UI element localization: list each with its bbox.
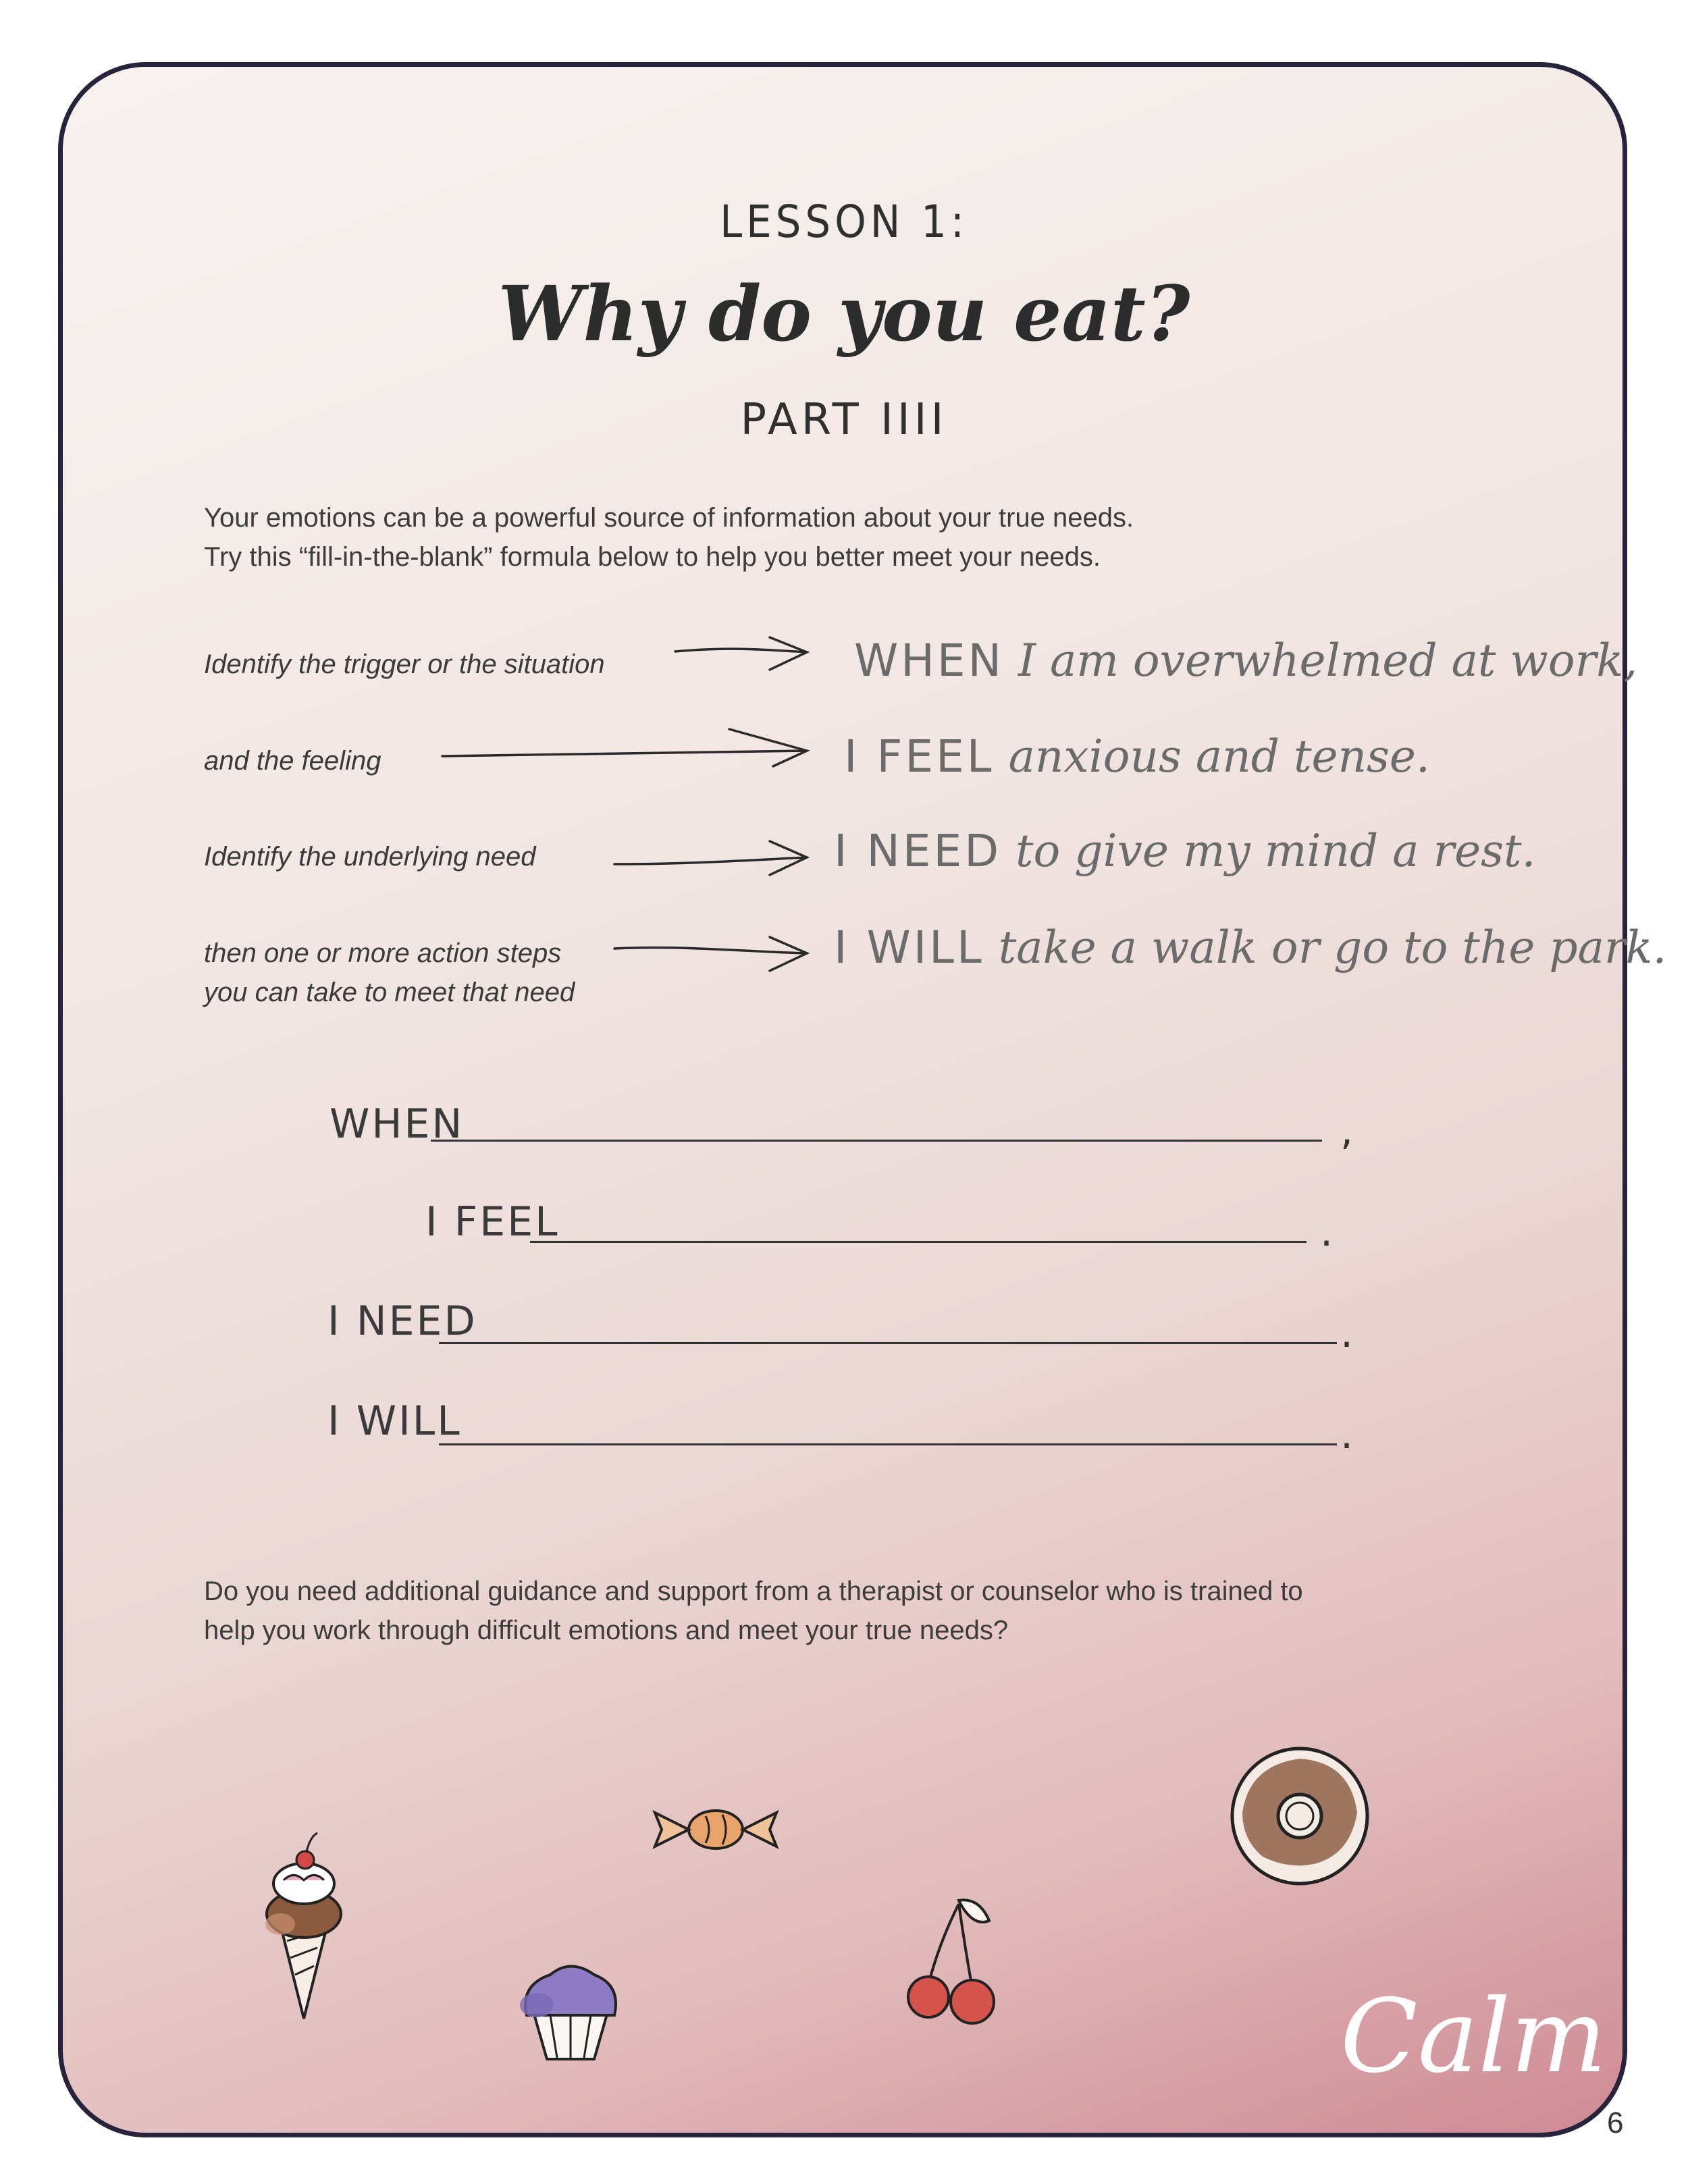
page-title: Why do you eat? xyxy=(498,270,1190,358)
formula-label-action-line-2: you can take to meet that need xyxy=(204,978,575,1007)
candy-icon xyxy=(641,1796,790,1863)
arrow-icon xyxy=(442,729,807,766)
closing-question-line-2: help you work through difficult emotions and meet your true needs? xyxy=(204,1616,1009,1645)
example-feel-keyword: I FEEL xyxy=(844,730,995,782)
worksheet-will-label: I WILL xyxy=(327,1397,462,1445)
lesson-heading: LESSON 1: xyxy=(720,196,968,248)
arrow-icon xyxy=(614,841,807,875)
part-heading: PART IIII xyxy=(740,395,948,445)
page-number: 6 xyxy=(1607,2106,1624,2139)
example-will-text: take a walk or go to the park. xyxy=(998,922,1667,974)
formula-label-feeling: and the feeling xyxy=(204,746,381,776)
example-need-text: to give my mind a rest. xyxy=(1016,825,1536,877)
example-when xyxy=(854,635,1637,687)
worksheet-feel-label: I FEEL xyxy=(425,1198,560,1246)
formula-label-need: Identify the underlying need xyxy=(204,842,536,872)
example-need-keyword: I NEED xyxy=(834,825,1002,877)
cherries-icon xyxy=(891,1890,1013,2032)
ice-cream-icon xyxy=(250,1823,358,2025)
formula-label-trigger: Identify the trigger or the situation xyxy=(204,649,605,679)
worksheet-will-blank[interactable] xyxy=(439,1443,1337,1445)
worksheet-feel-end: . xyxy=(1320,1208,1334,1256)
example-feel xyxy=(844,730,1430,782)
example-need xyxy=(834,825,1536,877)
example-when-keyword: WHEN xyxy=(854,635,1004,687)
intro-line-2: Try this “fill-in-the-blank” formula below to help you better meet your needs. xyxy=(204,542,1101,572)
cupcake-icon xyxy=(510,1944,631,2066)
worksheet-when-label: WHEN xyxy=(329,1100,465,1148)
worksheet-when-end: , xyxy=(1340,1107,1354,1154)
donut-icon xyxy=(1222,1738,1377,1894)
worksheet-need-end: . xyxy=(1340,1310,1354,1357)
example-will-keyword: I WILL xyxy=(834,922,984,974)
example-will xyxy=(834,922,1667,974)
calm-logo: Calm xyxy=(1340,1978,1607,2096)
worksheet-will-end: . xyxy=(1340,1411,1354,1458)
worksheet-need-blank[interactable] xyxy=(439,1342,1337,1344)
formula-label-action-line-1: then one or more action steps xyxy=(204,938,562,968)
intro-line-1: Your emotions can be a powerful source of information about your true needs. xyxy=(204,503,1134,533)
closing-question xyxy=(204,1572,1521,1650)
example-feel-text: anxious and tense. xyxy=(1008,730,1430,782)
example-when-text: I am overwhelmed at work, xyxy=(1018,635,1638,687)
worksheet-when-blank[interactable] xyxy=(431,1140,1322,1142)
arrow-icon xyxy=(675,637,807,670)
worksheet-feel-blank[interactable] xyxy=(530,1241,1307,1243)
closing-question-line-1: Do you need additional guidance and support from a therapist or counselor who is trained to xyxy=(204,1576,1303,1606)
worksheet-need-label: I NEED xyxy=(327,1298,477,1345)
arrow-icon xyxy=(614,937,807,971)
